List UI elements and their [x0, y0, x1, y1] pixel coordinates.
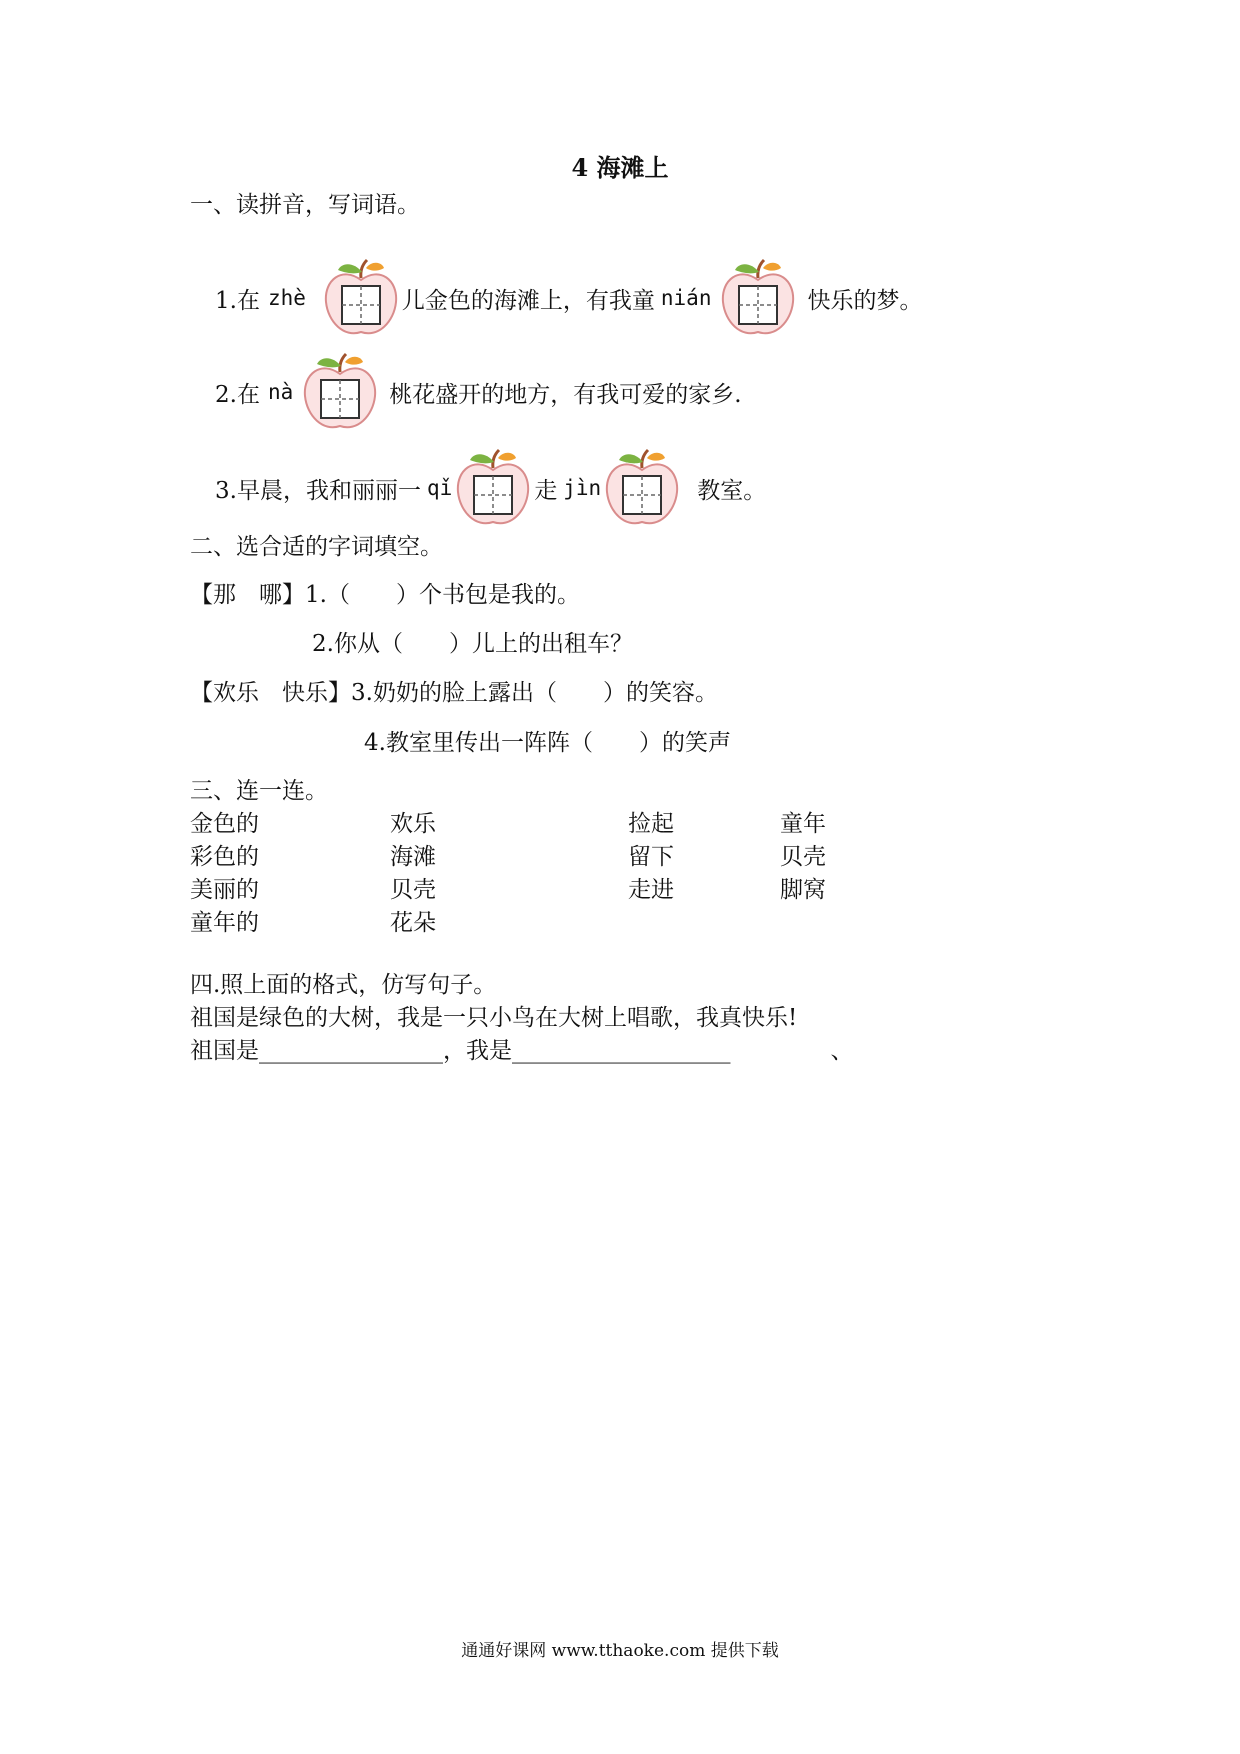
section1-heading: 一、读拼音，写词语。: [190, 192, 420, 218]
line3-pinyin-a: qǐ: [426, 476, 453, 500]
exercise1-line2: [215, 352, 742, 432]
exercise1-line1: [215, 258, 922, 338]
fill-question-1: 1.（ ）个书包是我的。: [305, 582, 580, 608]
match-word[interactable]: 童年的: [190, 910, 259, 936]
line1-pinyin-a: zhè: [267, 286, 306, 310]
match-word[interactable]: 贝壳: [780, 844, 826, 870]
prompt-b: ，我是: [443, 1038, 512, 1064]
choice-group-1: 【那 哪】: [190, 582, 305, 608]
apple-writing-box-3[interactable]: [299, 352, 381, 432]
match-word[interactable]: 留下: [628, 844, 674, 870]
apple-writing-box-5[interactable]: [601, 448, 683, 528]
line3-middle: 走: [534, 477, 558, 504]
match-word[interactable]: 走进: [628, 877, 674, 903]
match-word[interactable]: 欢乐: [390, 811, 436, 837]
match-word[interactable]: 脚窝: [780, 877, 826, 903]
match-word[interactable]: 童年: [780, 811, 826, 837]
apple-writing-box-1[interactable]: [320, 258, 402, 338]
trailing-mark: 、: [830, 1038, 854, 1064]
fill-row-1: [190, 576, 580, 609]
line2-pinyin-a: nà: [267, 380, 294, 404]
fill-row-3: [190, 674, 718, 707]
apple-writing-box-2[interactable]: [717, 258, 799, 338]
match-word[interactable]: 金色的: [190, 811, 259, 837]
match-word[interactable]: 贝壳: [390, 877, 436, 903]
line1-pinyin-b: nián: [660, 286, 712, 310]
line1-number: 1.在: [215, 287, 260, 314]
match-word[interactable]: 捡起: [628, 811, 674, 837]
choice-group-2: 【欢乐 快乐】: [190, 680, 351, 706]
line3-end: 教室。: [697, 477, 767, 504]
imitation-sentence: [190, 1032, 854, 1065]
answer-blank-2[interactable]: ___________________: [512, 1038, 731, 1064]
fill-question-3: 3.奶奶的脸上露出（ ）的笑容。: [351, 680, 718, 706]
page-title: 4 海滩上: [571, 153, 669, 182]
line2-end: 桃花盛开的地方，有我可爱的家乡.: [389, 381, 742, 408]
line3-pinyin-b: jìn: [563, 476, 602, 500]
example-sentence: 祖国是绿色的大树，我是一只小鸟在大树上唱歌，我真快乐!: [190, 1005, 798, 1031]
exercise1-line3: [215, 448, 766, 528]
line1-middle: 儿金色的海滩上，有我童: [401, 287, 655, 314]
apple-writing-box-4[interactable]: [452, 448, 534, 528]
line1-end: 快乐的梦。: [807, 287, 923, 314]
match-word[interactable]: 美丽的: [190, 877, 259, 903]
line2-number: 2.在: [215, 381, 260, 408]
section2-heading: 二、选合适的字词填空。: [190, 534, 443, 560]
section3-heading: 三、连一连。: [190, 778, 328, 804]
match-word[interactable]: 彩色的: [190, 844, 259, 870]
fill-question-4: 4.教室里传出一阵阵（ ）的笑声: [364, 730, 731, 756]
section4-heading: 四.照上面的格式，仿写句子。: [190, 972, 497, 998]
answer-blank-1[interactable]: ________________: [259, 1038, 443, 1064]
footer-credit: 通通好课网 www.tthaoke.com 提供下载: [461, 1641, 779, 1661]
line3-number: 3.早晨，我和丽丽一: [215, 477, 421, 504]
fill-question-2: 2.你从（ ）儿上的出租车？: [312, 631, 633, 657]
prompt-a: 祖国是: [190, 1038, 259, 1064]
match-word[interactable]: 海滩: [390, 844, 436, 870]
match-word[interactable]: 花朵: [390, 910, 436, 936]
